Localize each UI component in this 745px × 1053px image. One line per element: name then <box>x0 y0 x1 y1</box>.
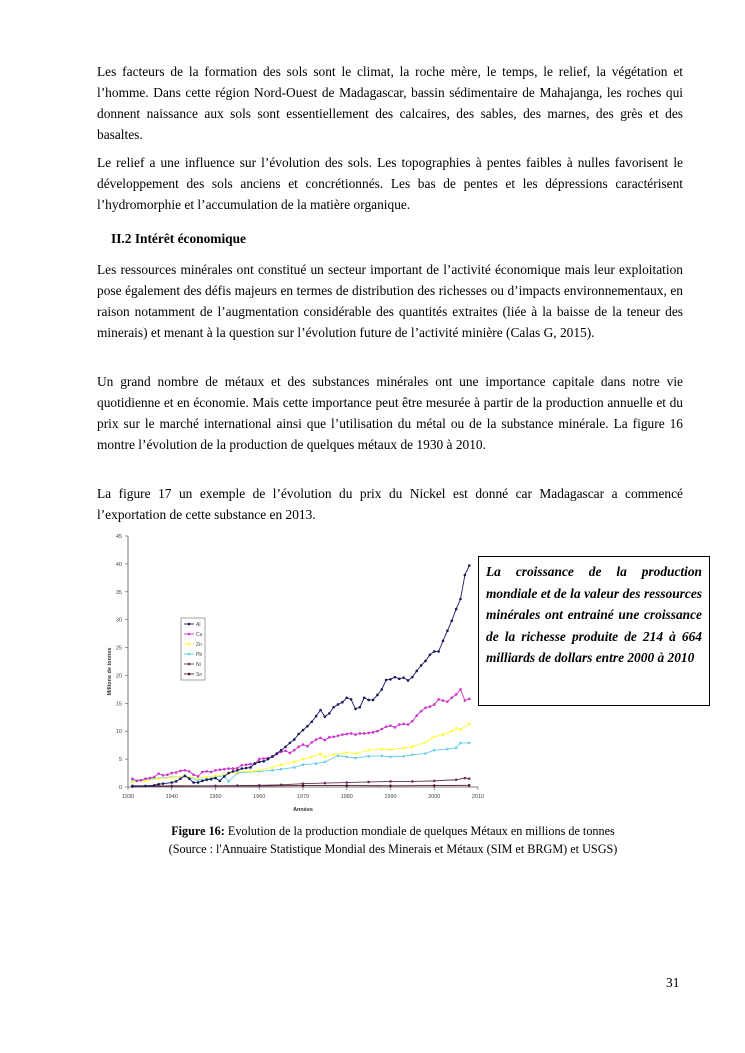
x-tick-label: 2000 <box>428 794 441 800</box>
data-point-pb <box>459 742 462 745</box>
data-point-cu <box>415 714 418 717</box>
page-number: 31 <box>666 975 680 990</box>
data-point-cu <box>446 700 449 703</box>
data-point-al <box>245 767 248 770</box>
data-point-cu <box>332 736 335 739</box>
data-point-al <box>437 650 440 653</box>
y-tick-label: 15 <box>115 701 122 708</box>
data-point-zn <box>214 775 217 778</box>
data-point-al <box>262 760 265 763</box>
data-point-al <box>402 676 405 679</box>
data-point-ni <box>258 784 261 787</box>
legend-label-ni: Ni <box>196 662 201 668</box>
data-point-al <box>411 676 414 679</box>
data-point-al <box>359 706 362 709</box>
legend-marker-pb <box>188 653 191 656</box>
x-tick-label: 1990 <box>384 794 397 800</box>
data-point-ni <box>433 780 436 783</box>
legend-marker-zn <box>188 643 191 646</box>
data-point-al <box>446 630 449 633</box>
legend-label-pb: Pb <box>196 652 203 658</box>
data-point-al <box>162 782 165 785</box>
data-point-cu <box>359 732 362 735</box>
data-point-al <box>179 777 182 780</box>
data-point-al <box>170 781 173 784</box>
x-tick-label: 1960 <box>253 794 266 800</box>
data-point-zn <box>402 747 405 750</box>
data-point-al <box>249 766 252 769</box>
y-axis-label: Millions de tonnes <box>107 647 113 696</box>
figure-label: Figure 16: <box>171 824 225 838</box>
data-point-al <box>289 742 292 745</box>
data-point-cu <box>437 698 440 701</box>
callout-box: La croissance de la production mondiale et de la valeur des ressources minérales ont entrainé une croissance de la richesse produite de 214 à 664 milliards de dollars entre 2000 à 2010 <box>478 556 710 706</box>
data-point-al <box>385 679 388 682</box>
data-point-cu <box>341 733 344 736</box>
data-point-zn <box>345 751 348 754</box>
data-point-al <box>345 696 348 699</box>
x-tick-label: 1970 <box>296 794 310 800</box>
data-point-cu <box>345 733 348 736</box>
data-point-zn <box>131 781 134 784</box>
data-point-al <box>464 574 467 577</box>
data-point-cu <box>223 768 226 771</box>
data-point-pb <box>271 769 274 772</box>
data-point-cu <box>227 767 230 770</box>
figure-caption-text: Evolution de la production mondiale de quelques Métaux en millions de tonnes <box>224 824 615 838</box>
data-point-cu <box>424 706 427 709</box>
data-point-cu <box>398 723 401 726</box>
data-point-sn <box>345 784 348 787</box>
data-point-al <box>227 772 230 775</box>
data-point-al <box>372 699 375 702</box>
data-point-ni <box>324 782 327 785</box>
data-point-ni <box>280 783 283 786</box>
data-point-al <box>389 678 392 681</box>
legend-label-sn: Sn <box>196 672 203 678</box>
data-point-cu <box>192 773 195 776</box>
data-point-ni <box>302 782 305 785</box>
data-point-al <box>210 778 213 781</box>
data-point-al <box>192 781 195 784</box>
data-point-cu <box>214 769 217 772</box>
y-tick-label: 25 <box>115 645 122 652</box>
data-point-al <box>271 755 274 758</box>
data-point-pb <box>411 753 414 756</box>
x-tick-label: 1950 <box>209 794 222 800</box>
data-point-sn <box>389 784 392 787</box>
data-point-cu <box>210 771 213 774</box>
data-point-pb <box>424 752 427 755</box>
data-point-pb <box>367 755 370 758</box>
data-point-al <box>442 640 445 643</box>
legend-marker-al <box>188 623 191 626</box>
data-point-al <box>350 698 353 701</box>
data-point-al <box>468 564 471 567</box>
legend-marker-sn <box>188 673 191 676</box>
data-point-al <box>293 738 296 741</box>
series-cu <box>131 688 470 782</box>
data-point-cu <box>306 745 309 748</box>
data-point-cu <box>315 738 318 741</box>
data-point-cu <box>236 767 239 770</box>
data-point-zn <box>411 746 414 749</box>
data-point-ni <box>468 777 471 780</box>
paragraph-metals-importance: Un grand nombre de métaux et des substances minérales ont une importance capitale dans notre vie quotidienne et en économie. Mais cette importance peut être mesurée à partir de la production annuelle et du prix sur le marché international ainsi que l’utilisation du métal ou de la substance minérale. La figure 16 montre l’évolution de la production de quelques métaux de 1930 à 2010. <box>97 374 683 452</box>
data-point-cu <box>420 710 423 713</box>
data-point-al <box>429 654 432 657</box>
paragraph-relief: Le relief a une influence sur l’évolution des sols. Les topographies à pentes faibles à nulles favorisent le développement des sols anciens et concrétionnés. Les bas de pentes et les dépressions caractérisent l’hydromorphie et l’accumulation de la matière organique. <box>97 155 683 212</box>
data-point-al <box>354 708 357 711</box>
data-point-zn <box>293 761 296 764</box>
data-point-zn <box>354 752 357 755</box>
data-point-al <box>236 769 239 772</box>
data-point-al <box>267 758 270 761</box>
data-point-al <box>450 619 453 622</box>
data-point-pb <box>345 756 348 759</box>
data-point-pb <box>468 742 471 745</box>
data-point-al <box>319 709 322 712</box>
data-point-al <box>144 785 147 788</box>
y-tick-label: 30 <box>115 617 122 624</box>
data-point-al <box>415 670 418 673</box>
section-heading: II.2 Intérêt économique <box>111 231 247 246</box>
data-point-pb <box>337 754 340 757</box>
data-point-al <box>223 775 226 778</box>
data-point-al <box>337 703 340 706</box>
data-point-al <box>275 752 278 755</box>
data-point-ni <box>345 781 348 784</box>
data-point-pb <box>402 755 405 758</box>
data-point-zn <box>144 780 147 783</box>
data-point-cu <box>433 703 436 706</box>
data-point-al <box>175 780 178 783</box>
data-point-zn <box>302 758 305 761</box>
data-point-zn <box>380 748 383 751</box>
data-point-cu <box>297 746 300 749</box>
data-point-zn <box>332 753 335 756</box>
data-point-cu <box>262 757 265 760</box>
data-point-cu <box>464 699 467 702</box>
data-point-al <box>433 650 436 653</box>
data-point-ni <box>455 778 458 781</box>
data-point-al <box>310 720 313 723</box>
data-point-cu <box>302 743 305 746</box>
data-point-cu <box>376 730 379 733</box>
data-point-cu <box>394 726 397 729</box>
x-axis-label: Années <box>293 807 313 813</box>
data-point-zn <box>170 776 173 779</box>
data-point-cu <box>328 736 331 739</box>
data-point-zn <box>424 741 427 744</box>
data-point-pb <box>389 756 392 759</box>
data-point-cu <box>249 763 252 766</box>
data-point-al <box>376 694 379 697</box>
y-tick-label: 20 <box>115 673 122 680</box>
data-point-al <box>153 784 156 787</box>
data-point-zn <box>455 727 458 730</box>
data-point-al <box>232 770 235 773</box>
data-point-zn <box>324 756 327 759</box>
x-tick-label: 1940 <box>165 794 178 800</box>
data-point-cu <box>140 779 143 782</box>
paragraph-soil-factors: Les facteurs de la formation des sols sont le climat, la roche mère, le temps, le relief, la végétation et l’homme. Dans cette région Nord-Ouest de Madagascar, bassin sédimentaire de Mahajanga, les roches qui donnent naissance aux sols sont essentiellement des calcaires, des sables, des marnes, des grès et des basaltes. <box>97 64 683 142</box>
data-point-sn <box>468 784 471 787</box>
data-point-pb <box>293 766 296 769</box>
x-tick-label: 1930 <box>121 794 135 800</box>
data-point-zn <box>310 756 313 759</box>
data-point-pb <box>302 763 305 766</box>
data-point-zn <box>367 749 370 752</box>
data-point-cu <box>319 737 322 740</box>
legend-label-zn: Zn <box>196 642 202 648</box>
data-point-al <box>254 762 257 765</box>
data-point-cu <box>284 749 287 752</box>
data-point-al <box>306 725 309 728</box>
data-point-cu <box>149 777 152 780</box>
data-point-zn <box>157 777 160 780</box>
legend <box>181 618 205 680</box>
series-line-cu <box>132 689 469 780</box>
data-point-cu <box>429 705 432 708</box>
data-point-zn <box>389 748 392 751</box>
data-point-cu <box>411 720 414 723</box>
data-point-al <box>324 715 327 718</box>
data-point-al <box>420 664 423 667</box>
data-point-cu <box>380 728 383 731</box>
data-point-pb <box>446 748 449 751</box>
data-point-al <box>201 780 204 783</box>
data-point-al <box>394 676 397 679</box>
y-tick-label: 10 <box>115 729 122 736</box>
series-ni <box>131 777 470 788</box>
legend-label-cu: Cu <box>196 632 203 638</box>
data-point-cu <box>468 698 471 701</box>
data-point-cu <box>310 741 313 744</box>
legend-box <box>181 618 205 680</box>
y-tick-label: 35 <box>115 589 122 596</box>
data-point-cu <box>144 777 147 780</box>
data-point-pb <box>315 762 318 765</box>
data-point-cu <box>135 780 138 783</box>
data-point-al <box>367 699 370 702</box>
data-point-cu <box>175 771 178 774</box>
data-point-al <box>284 746 287 749</box>
data-point-cu <box>179 770 182 773</box>
data-point-pb <box>455 747 458 750</box>
data-point-cu <box>131 777 134 780</box>
metal-production-chart <box>95 530 495 820</box>
data-point-cu <box>170 772 173 775</box>
data-point-cu <box>153 776 156 779</box>
data-point-cu <box>166 773 169 776</box>
data-point-zn <box>249 770 252 773</box>
data-point-al <box>328 712 331 715</box>
data-point-cu <box>367 732 370 735</box>
data-point-al <box>455 608 458 611</box>
data-point-cu <box>389 724 392 727</box>
data-point-al <box>240 767 243 770</box>
data-point-cu <box>184 769 187 772</box>
data-point-pb <box>280 768 283 771</box>
data-point-al <box>258 761 261 764</box>
data-point-cu <box>289 752 292 755</box>
data-point-al <box>302 729 305 732</box>
data-point-pb <box>227 780 230 783</box>
data-point-al <box>219 780 222 783</box>
data-point-cu <box>455 693 458 696</box>
data-point-zn <box>205 776 208 779</box>
data-point-cu <box>162 774 165 777</box>
y-tick-label: 5 <box>118 757 122 764</box>
data-point-al <box>188 777 191 780</box>
legend-label-al: Al <box>196 622 201 628</box>
data-point-sn <box>433 784 436 787</box>
data-point-zn <box>450 730 453 733</box>
data-point-al <box>197 781 200 784</box>
y-tick-label: 0 <box>118 785 122 791</box>
data-point-al <box>315 715 318 718</box>
data-point-al <box>214 777 217 780</box>
data-point-zn <box>433 736 436 739</box>
data-point-pb <box>354 757 357 760</box>
data-point-al <box>297 733 300 736</box>
series-line-zn <box>132 724 469 782</box>
figure-source: (Source : l'Annuaire Statistique Mondial des Minerais et Métaux (SIM et BRGM) et USGS) <box>168 842 618 856</box>
data-point-zn <box>197 777 200 780</box>
data-point-cu <box>188 770 191 773</box>
data-point-al <box>363 696 366 699</box>
data-point-al <box>424 660 427 663</box>
data-point-cu <box>240 764 243 767</box>
data-point-cu <box>337 734 340 737</box>
data-point-cu <box>205 770 208 773</box>
data-point-cu <box>232 767 235 770</box>
data-point-cu <box>385 725 388 728</box>
data-point-ni <box>464 777 467 780</box>
data-point-cu <box>219 768 222 771</box>
legend-marker-ni <box>188 663 191 666</box>
data-point-al <box>407 679 410 682</box>
data-point-al <box>332 706 335 709</box>
data-point-cu <box>407 723 410 726</box>
data-point-al <box>205 778 208 781</box>
data-point-ni <box>411 780 414 783</box>
data-point-zn <box>459 728 462 731</box>
data-point-al <box>459 598 462 601</box>
data-point-cu <box>363 732 366 735</box>
data-point-ni <box>214 785 217 788</box>
data-point-cu <box>245 763 248 766</box>
data-point-al <box>184 775 187 778</box>
data-point-ni <box>170 785 173 788</box>
legend-marker-cu <box>188 633 191 636</box>
y-tick-label: 45 <box>115 534 122 540</box>
data-point-zn <box>319 753 322 756</box>
data-point-pb <box>433 749 436 752</box>
data-point-cu <box>354 733 357 736</box>
data-point-cu <box>324 739 327 742</box>
data-point-cu <box>372 731 375 734</box>
data-point-cu <box>293 749 296 752</box>
data-point-pb <box>380 754 383 757</box>
data-point-cu <box>350 732 353 735</box>
data-point-zn <box>280 763 283 766</box>
data-point-al <box>280 749 283 752</box>
data-point-ni <box>389 780 392 783</box>
data-point-pb <box>324 761 327 764</box>
data-point-al <box>398 677 401 680</box>
data-point-cu <box>459 688 462 691</box>
data-point-cu <box>197 775 200 778</box>
data-point-cu <box>402 723 405 726</box>
data-point-zn <box>468 723 471 726</box>
x-tick-label: 2010 <box>471 794 485 800</box>
data-point-cu <box>201 771 204 774</box>
data-point-ni <box>236 784 239 787</box>
data-point-al <box>380 688 383 691</box>
data-point-al <box>341 701 344 704</box>
data-point-cu <box>442 699 445 702</box>
y-tick-label: 40 <box>115 561 122 568</box>
data-point-zn <box>271 766 274 769</box>
data-point-cu <box>450 696 453 699</box>
data-point-ni <box>367 781 370 784</box>
x-tick-label: 1980 <box>340 794 353 800</box>
paragraph-mineral-resources: Les ressources minérales ont constitué un secteur important de l’activité économique mais leur exploitation pose également des défis majeurs en termes de distribution des richesses ou d’impacts environnementaux, en raison notamment de l’augmentation considérable des quantités extraites (liée à la baisse de la teneur des minerais) et menant à la question sur l’évolution future de l’activité minière (Calas G, 2015). <box>97 262 683 340</box>
paragraph-nickel: La figure 17 un exemple de l’évolution du prix du Nickel est donné car Madagascar a commencé l’exportation de cette substance en 2013. <box>97 486 683 522</box>
figure-caption <box>100 822 686 840</box>
data-point-cu <box>157 772 160 775</box>
data-point-zn <box>258 769 261 772</box>
data-point-cu <box>258 758 261 761</box>
data-point-al <box>157 783 160 786</box>
data-point-zn <box>442 733 445 736</box>
data-point-al <box>131 785 134 788</box>
